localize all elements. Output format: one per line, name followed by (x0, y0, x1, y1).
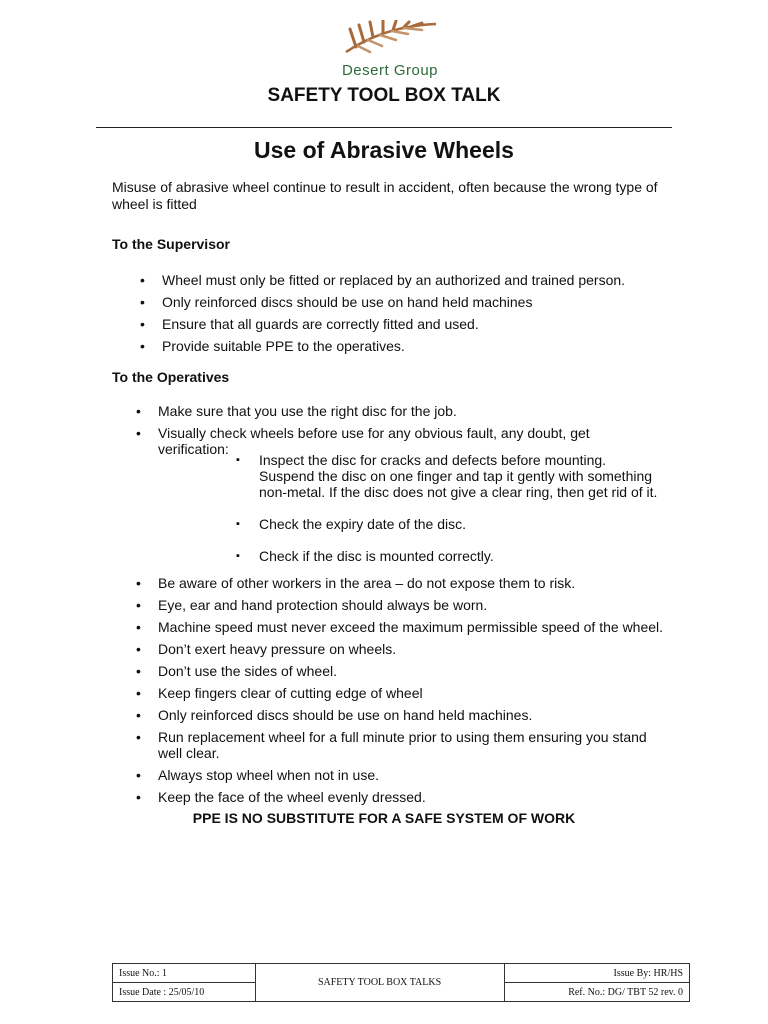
list-item: • Wheel must only be fitted or replaced by an authorized and trained person. (140, 272, 664, 288)
intro-paragraph: Misuse of abrasive wheel continue to result in accident, often because the wrong type of wheel is fitted (112, 179, 658, 212)
sub-list-item: ▪ Check if the disc is mounted correctly. (236, 548, 664, 564)
company-logo (310, 20, 470, 84)
list-item: • Ensure that all guards are correctly fitted and used. (140, 316, 664, 332)
palm-leaf-icon (340, 20, 440, 62)
list-item: • Eye, ear and hand protection should always be worn. (136, 597, 664, 613)
document-footer-table (112, 963, 690, 1002)
list-item: • Visually check wheels before use for any obvious fault, any doubt, get verification: (136, 425, 664, 457)
list-item: • Make sure that you use the right disc for the job. (136, 403, 664, 419)
supervisor-heading: To the Supervisor (112, 236, 230, 252)
sub-list-item: ▪ Check the expiry date of the disc. (236, 516, 664, 532)
supervisor-list (140, 272, 664, 360)
list-item: • Run replacement wheel for a full minute prior to using them ensuring you stand well clear. (136, 729, 664, 761)
list-item: • Keep fingers clear of cutting edge of wheel (136, 685, 664, 701)
footer-center-title: SAFETY TOOL BOX TALKS (255, 964, 504, 1002)
list-item: • Keep the face of the wheel evenly dressed. (136, 789, 664, 805)
list-item: • Always stop wheel when not in use. (136, 767, 664, 783)
issued-by: Issue By: HR/HS (504, 964, 689, 983)
issue-number: Issue No.: 1 (113, 964, 256, 983)
header-title: SAFETY TOOL BOX TALK (267, 85, 501, 106)
list-item: • Be aware of other workers in the area – do not expose them to risk. (136, 575, 664, 591)
operatives-heading: To the Operatives (112, 369, 230, 385)
operatives-list-b (136, 575, 664, 811)
reference-number: Ref. No.: DG/ TBT 52 rev. 0 (504, 983, 689, 1002)
operatives-sub-list (236, 452, 664, 580)
list-item: • Machine speed must never exceed the maximum permissible speed of the wheel. (136, 619, 664, 635)
closing-statement: PPE IS NO SUBSTITUTE FOR A SAFE SYSTEM OF WORK (192, 810, 576, 826)
list-item: • Only reinforced discs should be use on hand held machines (140, 294, 664, 310)
header-divider (96, 127, 672, 128)
issue-date: Issue Date : 25/05/10 (113, 983, 256, 1002)
logo-text: Desert Group (341, 62, 439, 79)
list-item: • Provide suitable PPE to the operatives. (140, 338, 664, 354)
sub-list-item: ▪ Inspect the disc for cracks and defects before mounting. Suspend the disc on one finger and tap it gently with something non-metal. If the disc does not give a clear ring, then get rid of it. (236, 452, 664, 500)
list-item: • Only reinforced discs should be use on hand held machines. (136, 707, 664, 723)
list-item: • Don’t use the sides of wheel. (136, 663, 664, 679)
page-title: Use of Abrasive Wheels (254, 137, 514, 163)
list-item: • Don’t exert heavy pressure on wheels. (136, 641, 664, 657)
